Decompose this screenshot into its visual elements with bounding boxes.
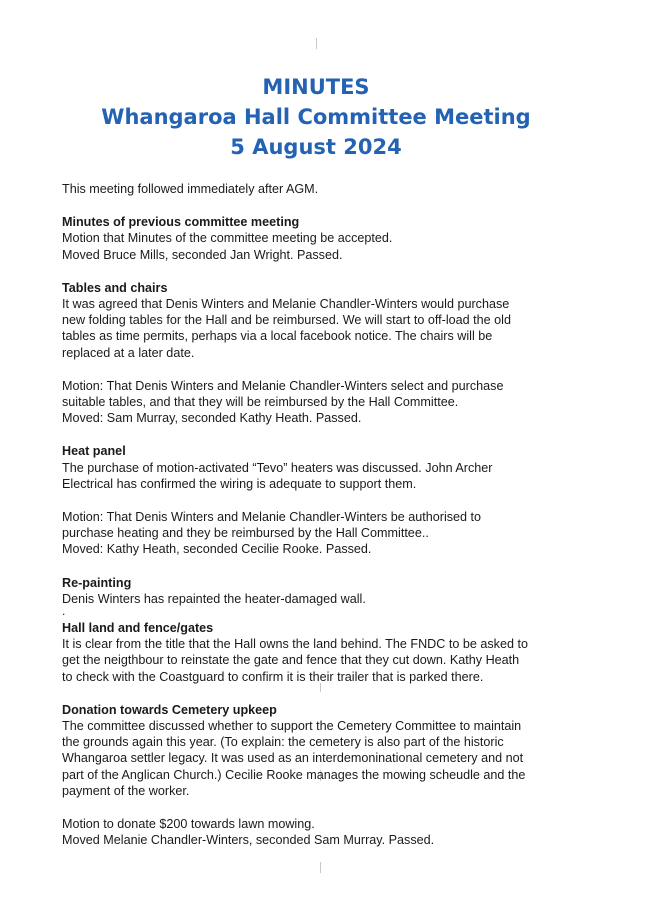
body-line: payment of the worker. xyxy=(62,783,190,798)
section-heading: Heat panel xyxy=(62,444,126,459)
body-line: part of the Anglican Church.) Cecilie Rooke manages the mowing scheudle and the xyxy=(62,767,526,782)
body-line: the grounds again this year. (To explain: the cemetery is also part of the historic xyxy=(62,735,504,750)
motion-line: suitable tables, and that they will be reimbursed by the Hall Committee. xyxy=(62,395,459,410)
body-line: Whangaroa settler legacy. It was used as an interdemoninational cemetery and not xyxy=(62,751,524,766)
motion-line: Moved Melanie Chandler-Winters, seconded Sam Murray. Passed. xyxy=(62,833,435,848)
motion-tables-chairs xyxy=(62,378,592,427)
scan-mark xyxy=(316,38,317,49)
motion-line: Motion to donate $200 towards lawn mowing. xyxy=(62,817,315,832)
body-line: new folding tables for the Hall and be reimbursed. We will start to off-load the old xyxy=(62,313,511,328)
document-title xyxy=(0,72,632,162)
section-heading: Tables and chairs xyxy=(62,280,168,295)
section-repainting xyxy=(62,575,592,619)
stray-dot: . xyxy=(62,604,66,619)
section-cemetery xyxy=(62,702,592,799)
motion-line: Motion: That Denis Winters and Melanie Chandler-Winters select and purchase xyxy=(62,378,504,393)
body-line: to check with the Coastguard to confirm it is their trailer that is parked there. xyxy=(62,669,484,684)
body-line: It is clear from the title that the Hall owns the land behind. The FNDC to be asked to xyxy=(62,637,528,652)
section-hall-land xyxy=(62,620,592,685)
section-heading: Hall land and fence/gates xyxy=(62,621,214,636)
body-line: Motion that Minutes of the committee meeting be accepted. xyxy=(62,231,393,246)
title-committee: Whangaroa Hall Committee Meeting xyxy=(101,105,531,129)
title-date: 5 August 2024 xyxy=(230,135,402,159)
intro-text: This meeting followed immediately after AGM. xyxy=(62,182,319,196)
motion-line: purchase heating and they be reimbursed by the Hall Committee.. xyxy=(62,526,429,541)
motion-line: Moved: Kathy Heath, seconded Cecilie Rooke. Passed. xyxy=(62,542,372,557)
section-heat-panel xyxy=(62,443,592,492)
section-tables-chairs xyxy=(62,280,592,361)
body-line: The purchase of motion-activated “Tevo” heaters was discussed. John Archer xyxy=(62,460,493,475)
section-previous-minutes xyxy=(62,214,592,263)
motion-heat-panel xyxy=(62,509,592,558)
body-line: Electrical has confirmed the wiring is adequate to support them. xyxy=(62,476,417,491)
section-heading: Minutes of previous committee meeting xyxy=(62,215,300,230)
body-line: replaced at a later date. xyxy=(62,345,195,360)
body-line: Moved Bruce Mills, seconded Jan Wright. Passed. xyxy=(62,247,343,262)
body-line: Denis Winters has repainted the heater-damaged wall. xyxy=(62,591,366,606)
body-line: The committee discussed whether to support the Cemetery Committee to maintain xyxy=(62,719,522,734)
motion-line: Motion: That Denis Winters and Melanie Chandler-Winters be authorised to xyxy=(62,510,482,525)
body-line: tables as time permits, perhaps via a local facebook notice. The chairs will be xyxy=(62,329,493,344)
section-heading: Donation towards Cemetery upkeep xyxy=(62,702,277,717)
body-line: It was agreed that Denis Winters and Melanie Chandler-Winters would purchase xyxy=(62,297,510,312)
motion-line: Moved: Sam Murray, seconded Kathy Heath. Passed. xyxy=(62,411,362,426)
motion-cemetery xyxy=(62,816,592,848)
section-heading: Re-painting xyxy=(62,575,132,590)
body-line: get the neigthbour to reinstate the gate and fence that they cut down. Kathy Heath xyxy=(62,653,520,668)
title-minutes: MINUTES xyxy=(262,75,370,99)
minutes-body xyxy=(62,181,592,866)
